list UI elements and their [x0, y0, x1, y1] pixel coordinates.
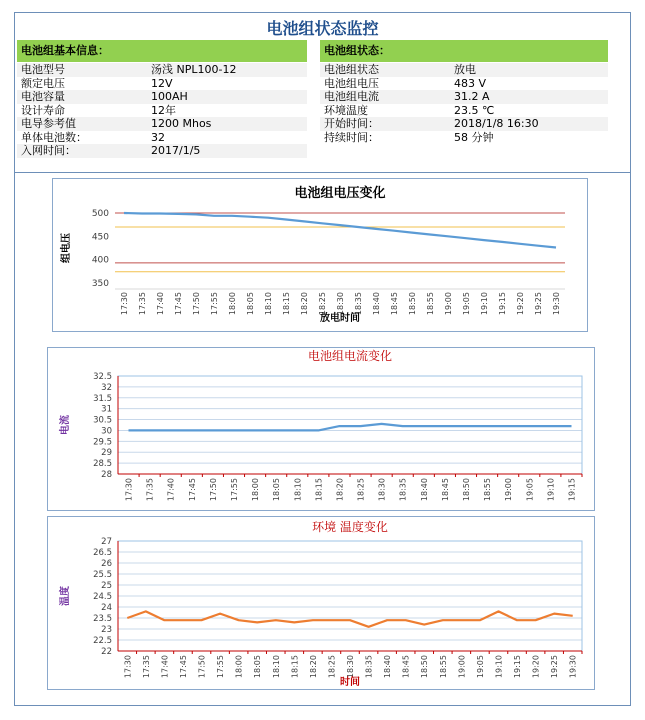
x-tick-label: 18:15 [290, 655, 300, 679]
x-tick-label: 18:05 [253, 655, 263, 679]
x-tick-label: 18:05 [246, 292, 255, 316]
series-line [124, 213, 556, 248]
basic-info-label: 单体电池数： [21, 130, 87, 144]
status-info-value: 58 分钟 [454, 130, 494, 144]
y-tick-label: 25.5 [93, 570, 112, 580]
x-tick-label: 18:20 [300, 292, 309, 316]
x-tick-label: 19:00 [444, 292, 453, 316]
basic-info-row [17, 117, 307, 131]
x-tick-label: 18:35 [364, 655, 374, 679]
status-info-table [320, 63, 608, 144]
status-info-row [320, 131, 608, 145]
x-tick-label: 18:20 [308, 655, 318, 679]
x-axis-label: 时间 [340, 677, 360, 688]
x-tick-label: 17:50 [192, 292, 201, 316]
y-tick-label: 29.5 [93, 437, 112, 448]
x-tick-label: 18:30 [336, 292, 345, 316]
basic-info-label: 设计寿命 [21, 103, 65, 117]
basic-info-row [17, 77, 307, 91]
y-tick-label: 26.5 [93, 548, 112, 558]
x-tick-label: 19:15 [498, 292, 507, 316]
y-tick-label: 27 [101, 537, 112, 547]
basic-info-row [17, 90, 307, 104]
y-tick-label: 30.5 [93, 415, 112, 426]
status-info-value: 2018/1/8 16:30 [450, 117, 608, 131]
x-tick-label: 19:05 [475, 655, 485, 679]
basic-info-row [17, 131, 307, 145]
x-tick-label: 19:25 [534, 292, 543, 316]
status-info-label: 开始时间： [320, 117, 450, 131]
x-tick-label: 17:30 [120, 292, 129, 316]
status-info-row [320, 104, 608, 118]
x-tick-label: 19:10 [480, 292, 489, 316]
y-tick-label: 31 [101, 404, 112, 415]
status-info-label: 环境温度 [324, 103, 368, 117]
y-tick-label: 23 [101, 625, 112, 635]
status-info-label: 电池组电压 [324, 76, 379, 90]
x-tick-label: 18:45 [440, 478, 450, 502]
basic-info-value: 32 [151, 130, 165, 144]
x-tick-label: 19:05 [525, 478, 535, 502]
y-tick-label: 28.5 [93, 459, 112, 470]
basic-info-value: 12V [151, 76, 173, 90]
y-tick-label: 25 [101, 581, 112, 591]
x-tick-label: 19:05 [462, 292, 471, 316]
x-tick-label: 18:55 [483, 478, 493, 502]
status-info-header: 电池组状态： [320, 40, 608, 62]
y-axis-label: 组电压 [61, 233, 72, 263]
basic-info-value: 100AH [147, 90, 307, 104]
basic-info-row [17, 104, 307, 118]
x-tick-label: 19:10 [494, 655, 504, 679]
x-tick-label: 18:35 [354, 292, 363, 316]
x-tick-label: 18:15 [314, 478, 324, 502]
series-line [127, 611, 572, 626]
status-info-value: 483 V [454, 76, 487, 90]
basic-info-value: 汤浅 NPL100-12 [147, 63, 307, 77]
x-tick-label: 19:20 [516, 292, 525, 316]
x-tick-label: 19:15 [567, 478, 577, 502]
basic-info-row [17, 144, 307, 158]
x-tick-label: 17:35 [141, 655, 151, 679]
x-tick-label: 18:00 [251, 478, 261, 502]
x-tick-label: 18:00 [234, 655, 244, 679]
x-tick-label: 17:40 [166, 478, 176, 502]
current-chart-panel [47, 347, 595, 511]
chart-title: 环境 温度变化 [312, 520, 388, 534]
x-tick-label: 18:40 [383, 655, 393, 679]
y-tick-label: 26 [101, 559, 112, 569]
x-tick-label: 19:10 [546, 478, 556, 502]
x-tick-label: 18:15 [282, 292, 291, 316]
basic-info-label: 电导参考值 [17, 117, 147, 131]
x-tick-label: 18:10 [271, 655, 281, 679]
basic-info-label: 入网时间： [17, 144, 147, 158]
y-tick-label: 22 [101, 647, 112, 657]
x-tick-label: 17:45 [178, 655, 188, 679]
basic-info-label: 电池型号 [17, 63, 147, 77]
basic-info-label: 额定电压 [21, 76, 65, 90]
temperature-chart-panel [47, 516, 595, 690]
y-axis-label: 温度 [60, 586, 71, 606]
x-axis-label: 放电时间 [320, 313, 360, 324]
x-tick-label: 18:30 [346, 655, 355, 679]
x-tick-label: 17:55 [216, 655, 226, 679]
x-tick-label: 18:50 [462, 478, 471, 502]
x-tick-label: 17:55 [230, 478, 239, 502]
basic-info-value: 1200 Mhos [147, 117, 307, 131]
series-line [129, 424, 572, 431]
voltage-chart-panel [52, 178, 588, 332]
status-info-value: 31.2 A [450, 90, 608, 104]
x-tick-label: 19:15 [513, 655, 523, 679]
x-tick-label: 19:00 [457, 655, 467, 679]
x-tick-label: 17:30 [123, 655, 133, 679]
x-tick-label: 18:10 [293, 478, 303, 502]
x-tick-label: 18:00 [228, 292, 237, 316]
x-tick-label: 18:45 [401, 655, 411, 679]
page-title: 电池组状态监控 [266, 19, 379, 38]
status-info-label: 持续时间： [324, 130, 379, 144]
y-tick-label: 23.5 [93, 614, 112, 624]
x-tick-label: 18:30 [377, 478, 387, 502]
y-tick-label: 31.5 [93, 393, 112, 404]
x-tick-label: 17:40 [160, 655, 170, 679]
status-info-value: 放电 [450, 63, 608, 77]
x-tick-label: 17:55 [210, 292, 219, 316]
x-tick-label: 19:00 [504, 478, 514, 502]
chart-title: 电池组电压变化 [294, 186, 386, 201]
x-tick-label: 17:35 [138, 292, 147, 316]
x-tick-label: 19:30 [552, 292, 561, 316]
y-tick-label: 24.5 [93, 592, 112, 602]
x-tick-label: 18:55 [438, 655, 448, 679]
temperature-chart [48, 517, 596, 691]
x-tick-label: 18:10 [264, 292, 273, 316]
x-tick-label: 17:35 [145, 478, 155, 502]
x-tick-label: 18:20 [335, 478, 345, 502]
x-tick-label: 17:45 [174, 292, 183, 316]
x-tick-label: 17:45 [187, 478, 197, 502]
x-tick-label: 17:40 [156, 292, 165, 316]
y-tick-label: 29 [101, 448, 112, 459]
x-tick-label: 18:50 [420, 655, 430, 679]
x-tick-label: 18:25 [318, 292, 327, 316]
x-tick-label: 18:40 [372, 292, 381, 316]
section-divider [14, 172, 631, 173]
y-tick-label: 24 [101, 603, 112, 613]
basic-info-value: 12年 [151, 103, 176, 117]
x-tick-label: 18:25 [327, 655, 337, 679]
y-tick-label: 400 [91, 255, 109, 266]
basic-info-row [17, 63, 307, 77]
status-info-label: 电池组状态 [320, 63, 450, 77]
x-tick-label: 19:25 [550, 655, 560, 679]
y-axis-label: 电流 [60, 415, 71, 435]
y-tick-label: 450 [91, 232, 109, 243]
y-tick-label: 28 [101, 470, 112, 480]
status-info-row [320, 90, 608, 104]
status-info-value: 23.5 ℃ [454, 103, 495, 117]
basic-info-header: 电池组基本信息： [17, 40, 307, 62]
x-tick-label: 17:30 [124, 478, 134, 502]
x-tick-label: 18:35 [398, 478, 408, 502]
y-tick-label: 30 [101, 426, 112, 437]
x-tick-label: 17:50 [208, 478, 218, 502]
voltage-chart [53, 179, 589, 333]
x-tick-label: 19:30 [568, 655, 578, 679]
x-tick-label: 18:55 [426, 292, 435, 316]
x-tick-label: 19:20 [531, 655, 541, 679]
y-tick-label: 350 [91, 279, 109, 289]
x-tick-label: 18:40 [419, 478, 429, 502]
chart-title: 电池组电流变化 [307, 349, 393, 363]
y-tick-label: 500 [91, 209, 109, 219]
y-tick-label: 32 [101, 382, 112, 393]
y-tick-label: 32.5 [93, 372, 112, 382]
status-info-label: 电池组电流 [320, 90, 450, 104]
status-info-row [320, 77, 608, 91]
status-info-row [320, 117, 608, 131]
x-tick-label: 18:45 [390, 292, 399, 316]
current-chart [48, 348, 596, 512]
basic-info-value: 2017/1/5 [147, 144, 307, 158]
basic-info-label: 电池容量 [17, 90, 147, 104]
x-tick-label: 18:05 [272, 478, 282, 502]
basic-info-table [17, 63, 307, 158]
y-tick-label: 22.5 [93, 636, 112, 646]
x-tick-label: 18:25 [356, 478, 366, 502]
status-info-row [320, 63, 608, 77]
x-tick-label: 17:50 [197, 655, 207, 679]
x-tick-label: 18:50 [408, 292, 417, 316]
